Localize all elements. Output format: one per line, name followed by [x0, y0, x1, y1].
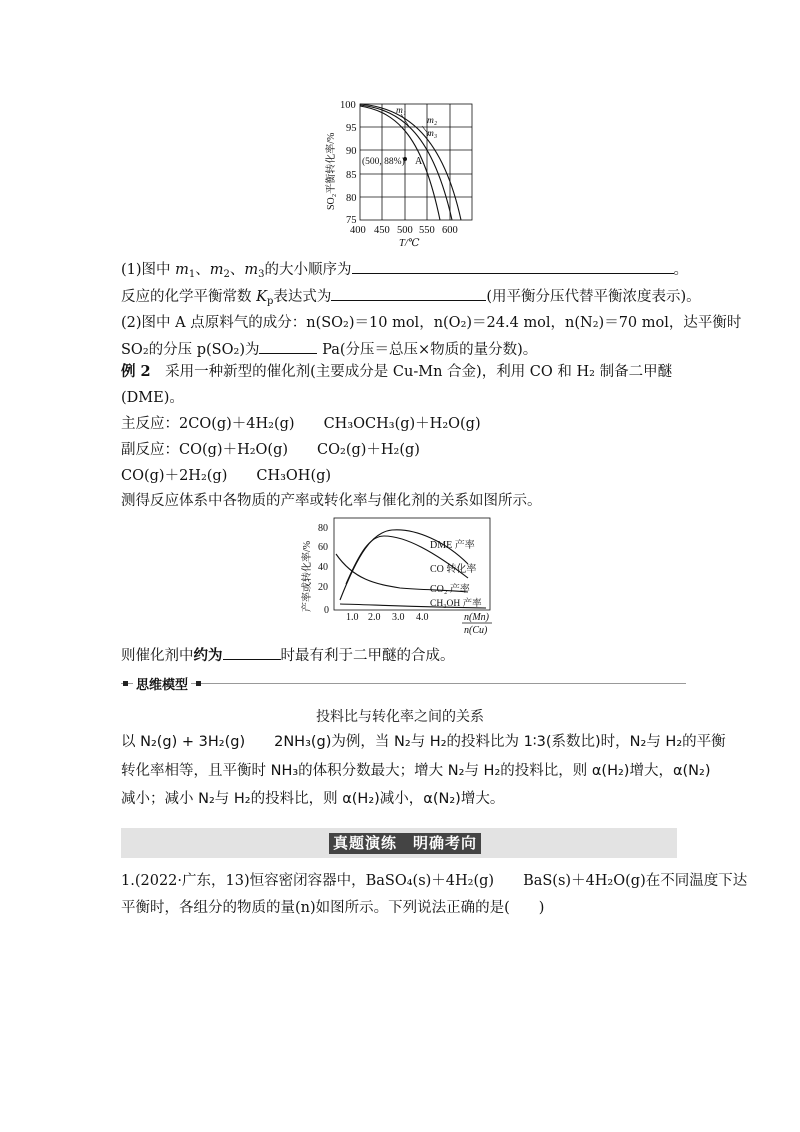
question-2-line-2: SO₂的分压 p(SO₂)为 Pa(分压＝总压×物质的量分数)。: [121, 339, 537, 360]
x-tick: 600: [442, 225, 458, 236]
x-tick: 1.0: [346, 612, 359, 623]
model-line-3: 减小；减小 N₂与 H₂的投料比，则 α(H₂)减小，α(N₂)增大。: [121, 791, 505, 807]
x-label-denominator: n(Cu): [464, 625, 488, 636]
x-tick: 400: [350, 225, 366, 236]
model-line-1: 以 N₂(g) + 3H₂(g) 2NH₃(g)为例，当 N₂与 H₂的投料比为 1∶3(系数比)时，N₂与 H₂的平衡: [121, 734, 726, 750]
y-axis-label: SO₂平衡转化率/%: [326, 132, 337, 210]
series-label-dme: DME 产率: [430, 540, 475, 551]
example-2-line-1: 例 2 采用一种新型的催化剂(主要成分是 Cu-Mn 合金)，利用 CO 和 H₂ 制备二甲醚: [121, 363, 673, 380]
question-1-line-2: 反应的化学平衡常数 $K_p$表达式为 (用平衡分压代替平衡浓度表示)。: [121, 286, 701, 307]
final-question-line-1: 1.(2022·广东，13)恒容密闭容器中，BaSO₄(s)＋4H₂(g) BaS(s)＋4H₂O(g)在不同温度下达: [121, 873, 748, 889]
y-tick: 75: [346, 215, 357, 226]
y-tick: 100: [340, 100, 356, 111]
x-tick: 550: [419, 225, 435, 236]
y-axis-label: 产率或转化率/%: [302, 540, 313, 612]
curve-label-m1: m₁: [396, 106, 407, 116]
catalyst-line: 则催化剂中约为 时最有利于二甲醚的合成。: [121, 647, 455, 664]
y-tick: 85: [346, 170, 357, 181]
final-question-line-2: 平衡时，各组分的物质的量(n)如图所示。下列说法正确的是( ): [121, 900, 545, 916]
series-label-co: CO 转化率: [430, 564, 477, 575]
main-reaction: 主反应：2CO(g)＋4H₂(g) CH₃OCH₃(g)＋H₂O(g): [121, 416, 481, 432]
point-name: A: [415, 156, 423, 167]
y-tick: 95: [346, 123, 357, 134]
curve-label-m2: m₂: [427, 116, 438, 126]
y-tick: 60: [318, 542, 328, 553]
side-reaction-1: 副反应：CO(g)＋H₂O(g) CO₂(g)＋H₂(g): [121, 442, 420, 458]
x-tick: 500: [397, 225, 413, 236]
y-tick: 90: [346, 146, 357, 157]
x-tick: 2.0: [368, 612, 381, 623]
model-title: 投料比与转化率之间的关系: [316, 709, 484, 725]
divider-dot: [123, 681, 128, 686]
y-tick: 80: [318, 523, 328, 534]
question-2-line-1: (2)图中 A 点原料气的成分：n(SO₂)＝10 mol，n(O₂)＝24.4 mol，n(N₂)＝70 mol，达平衡时: [121, 315, 742, 331]
answer-blank[interactable]: [223, 645, 281, 660]
divider-dot: [196, 681, 201, 686]
figure-catalyst-yield: [296, 514, 506, 638]
section-divider: [121, 683, 686, 684]
x-label-numerator: n(Mn): [464, 612, 489, 623]
question-1-line-1: (1)图中 $m_1$、$m_2$、$m_3$的大小顺序为 。: [121, 259, 688, 280]
answer-blank[interactable]: [331, 286, 486, 301]
point-label: (500, 88%): [362, 157, 405, 167]
series-label-co2: CO₂ 产率: [430, 584, 470, 595]
x-tick: 450: [374, 225, 390, 236]
measure-line: 测得反应体系中各物质的产率或转化率与催化剂的关系如图所示。: [121, 493, 542, 509]
x-tick: 4.0: [416, 612, 429, 623]
x-axis-label: T/℃: [399, 238, 420, 249]
x-tick: 3.0: [392, 612, 405, 623]
y-tick: 0: [324, 605, 329, 616]
figure-so2-conversion: [318, 98, 488, 250]
y-tick: 40: [318, 562, 328, 573]
series-label-ch3oh: CH₃OH 产率: [430, 599, 482, 609]
y-tick: 80: [346, 193, 357, 204]
answer-blank[interactable]: [259, 339, 317, 354]
banner-title: 真题演练 明确考向: [329, 833, 481, 854]
curve-label-m3: m₃: [427, 129, 438, 139]
side-reaction-2: CO(g)＋2H₂(g) CH₃OH(g): [121, 468, 332, 484]
example-2-line-2: (DME)。: [121, 390, 184, 406]
model-line-2: 转化率相等，且平衡时 NH₃的体积分数最大；增大 N₂与 H₂的投料比，则 α(H₂)增大，α(N₂): [121, 763, 711, 779]
model-label: 思维模型: [133, 674, 191, 693]
y-tick: 20: [318, 582, 328, 593]
answer-blank[interactable]: [352, 259, 674, 274]
